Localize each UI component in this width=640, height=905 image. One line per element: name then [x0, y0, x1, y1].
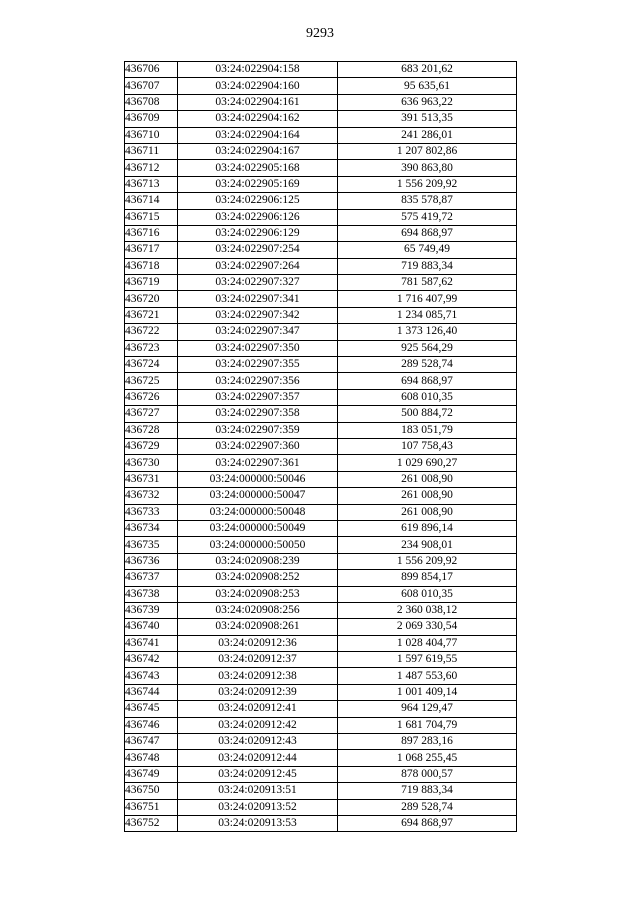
row-number-cell: 436740	[125, 619, 178, 635]
table-row	[125, 635, 517, 651]
amount-cell: 391 513,35	[338, 111, 517, 127]
table-row	[125, 78, 517, 94]
row-number-cell: 436743	[125, 668, 178, 684]
table-row	[125, 455, 517, 471]
row-number-cell: 436734	[125, 520, 178, 536]
row-number-cell: 436714	[125, 193, 178, 209]
table-row	[125, 537, 517, 553]
row-number-cell: 436728	[125, 422, 178, 438]
cadastral-number-cell: 03:24:000000:50049	[178, 520, 338, 536]
row-number-cell: 436738	[125, 586, 178, 602]
amount-cell: 1 681 704,79	[338, 717, 517, 733]
cadastral-number-cell: 03:24:022906:129	[178, 225, 338, 241]
amount-cell: 289 528,74	[338, 357, 517, 373]
amount-cell: 2 069 330,54	[338, 619, 517, 635]
cadastral-number-cell: 03:24:022906:126	[178, 209, 338, 225]
amount-cell: 964 129,47	[338, 701, 517, 717]
cadastral-number-cell: 03:24:000000:50046	[178, 471, 338, 487]
table-row	[125, 324, 517, 340]
cadastral-number-cell: 03:24:020912:45	[178, 766, 338, 782]
amount-cell: 2 360 038,12	[338, 602, 517, 618]
table-row	[125, 504, 517, 520]
cadastral-number-cell: 03:24:022907:350	[178, 340, 338, 356]
row-number-cell: 436750	[125, 783, 178, 799]
row-number-cell: 436729	[125, 438, 178, 454]
row-number-cell: 436733	[125, 504, 178, 520]
table-row	[125, 766, 517, 782]
row-number-cell: 436710	[125, 127, 178, 143]
cadastral-number-cell: 03:24:020913:52	[178, 799, 338, 815]
row-number-cell: 436745	[125, 701, 178, 717]
amount-cell: 261 008,90	[338, 504, 517, 520]
cadastral-number-cell: 03:24:020913:53	[178, 815, 338, 831]
table-row	[125, 160, 517, 176]
table-row	[125, 291, 517, 307]
row-number-cell: 436708	[125, 94, 178, 110]
table-row	[125, 570, 517, 586]
amount-cell: 1 234 085,71	[338, 307, 517, 323]
cadastral-number-cell: 03:24:020912:44	[178, 750, 338, 766]
cadastral-number-cell: 03:24:022907:358	[178, 406, 338, 422]
table-row	[125, 586, 517, 602]
amount-cell: 925 564,29	[338, 340, 517, 356]
table-row	[125, 750, 517, 766]
cadastral-number-cell: 03:24:020912:43	[178, 734, 338, 750]
table-row	[125, 389, 517, 405]
cadastral-number-cell: 03:24:000000:50050	[178, 537, 338, 553]
table-row	[125, 684, 517, 700]
amount-cell: 694 868,97	[338, 373, 517, 389]
cadastral-number-cell: 03:24:022904:158	[178, 62, 338, 78]
amount-cell: 95 635,61	[338, 78, 517, 94]
cadastral-number-cell: 03:24:020912:36	[178, 635, 338, 651]
cadastral-number-cell: 03:24:022905:169	[178, 176, 338, 192]
table-row	[125, 553, 517, 569]
amount-cell: 719 883,34	[338, 258, 517, 274]
amount-cell: 1 487 553,60	[338, 668, 517, 684]
cadastral-number-cell: 03:24:022907:357	[178, 389, 338, 405]
row-number-cell: 436739	[125, 602, 178, 618]
table-row	[125, 701, 517, 717]
table-row	[125, 652, 517, 668]
cadastral-number-cell: 03:24:022907:355	[178, 357, 338, 373]
row-number-cell: 436717	[125, 242, 178, 258]
cadastral-number-cell: 03:24:022907:264	[178, 258, 338, 274]
row-number-cell: 436735	[125, 537, 178, 553]
row-number-cell: 436742	[125, 652, 178, 668]
row-number-cell: 436720	[125, 291, 178, 307]
cadastral-number-cell: 03:24:022907:254	[178, 242, 338, 258]
row-number-cell: 436718	[125, 258, 178, 274]
cadastral-number-cell: 03:24:020912:42	[178, 717, 338, 733]
table-row	[125, 799, 517, 815]
cadastral-number-cell: 03:24:022907:361	[178, 455, 338, 471]
amount-cell: 1 207 802,86	[338, 143, 517, 159]
amount-cell: 1 597 619,55	[338, 652, 517, 668]
table-row	[125, 258, 517, 274]
row-number-cell: 436737	[125, 570, 178, 586]
row-number-cell: 436732	[125, 488, 178, 504]
cadastral-number-cell: 03:24:022907:342	[178, 307, 338, 323]
amount-cell: 183 051,79	[338, 422, 517, 438]
row-number-cell: 436716	[125, 225, 178, 241]
amount-cell: 241 286,01	[338, 127, 517, 143]
row-number-cell: 436712	[125, 160, 178, 176]
row-number-cell: 436744	[125, 684, 178, 700]
amount-cell: 390 863,80	[338, 160, 517, 176]
row-number-cell: 436723	[125, 340, 178, 356]
amount-cell: 1 028 404,77	[338, 635, 517, 651]
amount-cell: 619 896,14	[338, 520, 517, 536]
row-number-cell: 436727	[125, 406, 178, 422]
cadastral-number-cell: 03:24:000000:50048	[178, 504, 338, 520]
amount-cell: 65 749,49	[338, 242, 517, 258]
table-row	[125, 406, 517, 422]
table-row	[125, 242, 517, 258]
cadastral-number-cell: 03:24:020912:38	[178, 668, 338, 684]
table-row	[125, 783, 517, 799]
amount-cell: 500 884,72	[338, 406, 517, 422]
row-number-cell: 436709	[125, 111, 178, 127]
table-row	[125, 488, 517, 504]
amount-cell: 694 868,97	[338, 815, 517, 831]
amount-cell: 575 419,72	[338, 209, 517, 225]
cadastral-number-cell: 03:24:022907:356	[178, 373, 338, 389]
amount-cell: 1 029 690,27	[338, 455, 517, 471]
row-number-cell: 436736	[125, 553, 178, 569]
table-row	[125, 734, 517, 750]
cadastral-number-cell: 03:24:020908:252	[178, 570, 338, 586]
cadastral-number-cell: 03:24:022907:347	[178, 324, 338, 340]
table-row	[125, 619, 517, 635]
amount-cell: 683 201,62	[338, 62, 517, 78]
table-row	[125, 340, 517, 356]
amount-cell: 608 010,35	[338, 586, 517, 602]
row-number-cell: 436711	[125, 143, 178, 159]
cadastral-number-cell: 03:24:022904:164	[178, 127, 338, 143]
row-number-cell: 436713	[125, 176, 178, 192]
amount-cell: 1 716 407,99	[338, 291, 517, 307]
row-number-cell: 436741	[125, 635, 178, 651]
amount-cell: 1 373 126,40	[338, 324, 517, 340]
cadastral-number-cell: 03:24:022907:359	[178, 422, 338, 438]
row-number-cell: 436715	[125, 209, 178, 225]
row-number-cell: 436747	[125, 734, 178, 750]
cadastral-number-cell: 03:24:022907:341	[178, 291, 338, 307]
table-row	[125, 373, 517, 389]
amount-cell: 897 283,16	[338, 734, 517, 750]
amount-cell: 835 578,87	[338, 193, 517, 209]
cadastral-number-cell: 03:24:020908:253	[178, 586, 338, 602]
table-row	[125, 176, 517, 192]
amount-cell: 1 001 409,14	[338, 684, 517, 700]
cadastral-number-cell: 03:24:022905:168	[178, 160, 338, 176]
amount-cell: 1 556 209,92	[338, 553, 517, 569]
table-row	[125, 127, 517, 143]
row-number-cell: 436751	[125, 799, 178, 815]
table-row	[125, 422, 517, 438]
row-number-cell: 436719	[125, 275, 178, 291]
row-number-cell: 436724	[125, 357, 178, 373]
table-row	[125, 602, 517, 618]
cadastral-number-cell: 03:24:020913:51	[178, 783, 338, 799]
table-row	[125, 471, 517, 487]
table-row	[125, 668, 517, 684]
row-number-cell: 436726	[125, 389, 178, 405]
table-row	[125, 143, 517, 159]
row-number-cell: 436707	[125, 78, 178, 94]
row-number-cell: 436730	[125, 455, 178, 471]
cadastral-value-table	[124, 61, 517, 832]
row-number-cell: 436748	[125, 750, 178, 766]
row-number-cell: 436706	[125, 62, 178, 78]
table-row	[125, 438, 517, 454]
row-number-cell: 436752	[125, 815, 178, 831]
cadastral-number-cell: 03:24:022904:162	[178, 111, 338, 127]
table-row	[125, 193, 517, 209]
table-row	[125, 307, 517, 323]
amount-cell: 107 758,43	[338, 438, 517, 454]
amount-cell: 234 908,01	[338, 537, 517, 553]
cadastral-number-cell: 03:24:022904:160	[178, 78, 338, 94]
cadastral-number-cell: 03:24:022907:327	[178, 275, 338, 291]
cadastral-number-cell: 03:24:020912:39	[178, 684, 338, 700]
table-row	[125, 357, 517, 373]
cadastral-number-cell: 03:24:022904:167	[178, 143, 338, 159]
amount-cell: 608 010,35	[338, 389, 517, 405]
page-number: 9293	[306, 26, 334, 41]
table-body	[125, 62, 517, 832]
table-row	[125, 62, 517, 78]
amount-cell: 636 963,22	[338, 94, 517, 110]
table-row	[125, 717, 517, 733]
cadastral-number-cell: 03:24:020912:37	[178, 652, 338, 668]
cadastral-number-cell: 03:24:020912:41	[178, 701, 338, 717]
amount-cell: 1 556 209,92	[338, 176, 517, 192]
table-row	[125, 111, 517, 127]
cadastral-number-cell: 03:24:020908:261	[178, 619, 338, 635]
amount-cell: 261 008,90	[338, 471, 517, 487]
cadastral-number-cell: 03:24:022907:360	[178, 438, 338, 454]
row-number-cell: 436749	[125, 766, 178, 782]
amount-cell: 261 008,90	[338, 488, 517, 504]
amount-cell: 899 854,17	[338, 570, 517, 586]
row-number-cell: 436731	[125, 471, 178, 487]
table-row	[125, 225, 517, 241]
amount-cell: 289 528,74	[338, 799, 517, 815]
amount-cell: 878 000,57	[338, 766, 517, 782]
cadastral-number-cell: 03:24:020908:239	[178, 553, 338, 569]
amount-cell: 694 868,97	[338, 225, 517, 241]
cadastral-number-cell: 03:24:000000:50047	[178, 488, 338, 504]
row-number-cell: 436721	[125, 307, 178, 323]
cadastral-number-cell: 03:24:022904:161	[178, 94, 338, 110]
amount-cell: 1 068 255,45	[338, 750, 517, 766]
row-number-cell: 436722	[125, 324, 178, 340]
table-row	[125, 94, 517, 110]
amount-cell: 781 587,62	[338, 275, 517, 291]
cadastral-number-cell: 03:24:022906:125	[178, 193, 338, 209]
amount-cell: 719 883,34	[338, 783, 517, 799]
cadastral-number-cell: 03:24:020908:256	[178, 602, 338, 618]
table-row	[125, 209, 517, 225]
table-row	[125, 275, 517, 291]
table-row	[125, 815, 517, 831]
table-row	[125, 520, 517, 536]
row-number-cell: 436746	[125, 717, 178, 733]
row-number-cell: 436725	[125, 373, 178, 389]
